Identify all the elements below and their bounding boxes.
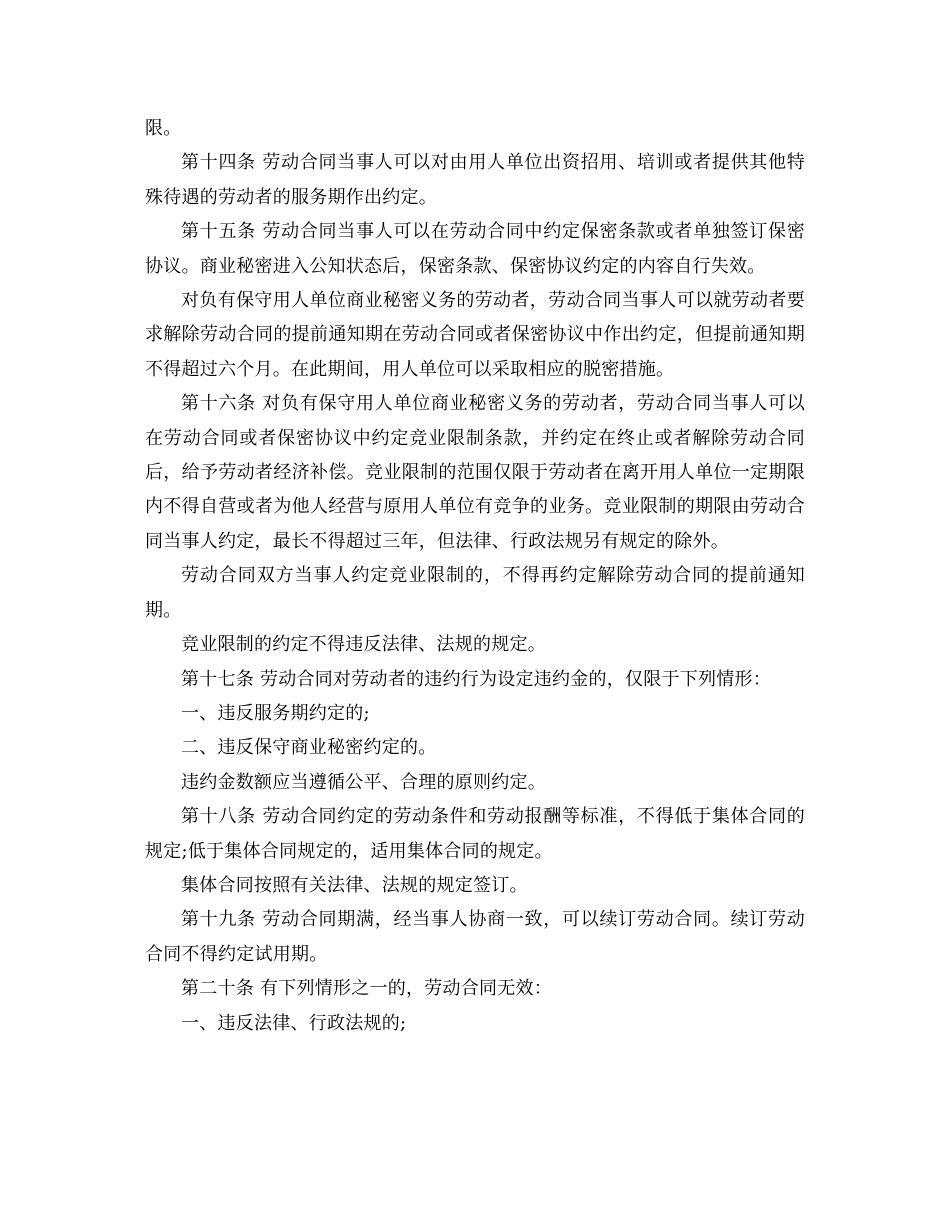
- paragraph-notice-period: 对负有保守用人单位商业秘密义务的劳动者，劳动合同当事人可以就劳动者要求解除劳动合同的提前通知期在劳动合同或者保密协议中作出约定，但提前通知期不得超过六个月。在此期间，用人单位可以采取相应的脱密措施。: [145, 290, 805, 380]
- paragraph-article-19: 第十九条 劳动合同期满，经当事人协商一致，可以续订劳动合同。续订劳动合同不得约定试用期。: [145, 909, 805, 965]
- paragraph-article-16: 第十六条 对负有保守用人单位商业秘密义务的劳动者，劳动合同当事人可以在劳动合同或者保密协议中约定竞业限制条款，并约定在终止或者解除劳动合同后，给予劳动者经济补偿。竞业限制的范围仅限于劳动者在离开用人单位一定期限内不得自营或者为他人经营与原用人单位有竞争的业务。竞业限制的期限由劳动合同当事人约定，最长不得超过三年，但法律、行政法规另有规定的除外。: [145, 393, 805, 552]
- paragraph-collective-contract: 集体合同按照有关法律、法规的规定签订。: [181, 874, 528, 896]
- paragraph-item-2: 二、违反保守商业秘密约定的。: [181, 737, 437, 759]
- paragraph-article-15: 第十五条 劳动合同当事人可以在劳动合同中约定保密条款或者单独签订保密协议。商业秘密进入公知状态后，保密条款、保密协议约定的内容自行失效。: [145, 221, 805, 277]
- paragraph-article-17: 第十七条 劳动合同对劳动者的违约行为设定违约金的，仅限于下列情形：: [181, 668, 771, 690]
- paragraph-non-compete-notice: 劳动合同双方当事人约定竞业限制的，不得再约定解除劳动合同的提前通知期。: [145, 565, 805, 621]
- document-body: [145, 112, 805, 1041]
- paragraph-penalty-principle: 违约金数额应当遵循公平、合理的原则约定。: [181, 771, 546, 793]
- paragraph-non-compete-law: 竞业限制的约定不得违反法律、法规的规定。: [181, 634, 546, 656]
- paragraph-article-20: 第二十条 有下列情形之一的，劳动合同无效：: [181, 978, 552, 1000]
- paragraph-continuation: 限。: [145, 118, 182, 139]
- paragraph-item-law-violation: 一、违反法律、行政法规的;: [181, 1012, 407, 1034]
- paragraph-article-18: 第十八条 劳动合同约定的劳动条件和劳动报酬等标准，不得低于集体合同的规定;低于集体合同规定的，适用集体合同的规定。: [145, 806, 805, 862]
- paragraph-item-1: 一、违反服务期约定的;: [181, 702, 370, 724]
- paragraph-article-14: 第十四条 劳动合同当事人可以对由用人单位出资招用、培训或者提供其他特殊待遇的劳动者的服务期作出约定。: [145, 152, 805, 208]
